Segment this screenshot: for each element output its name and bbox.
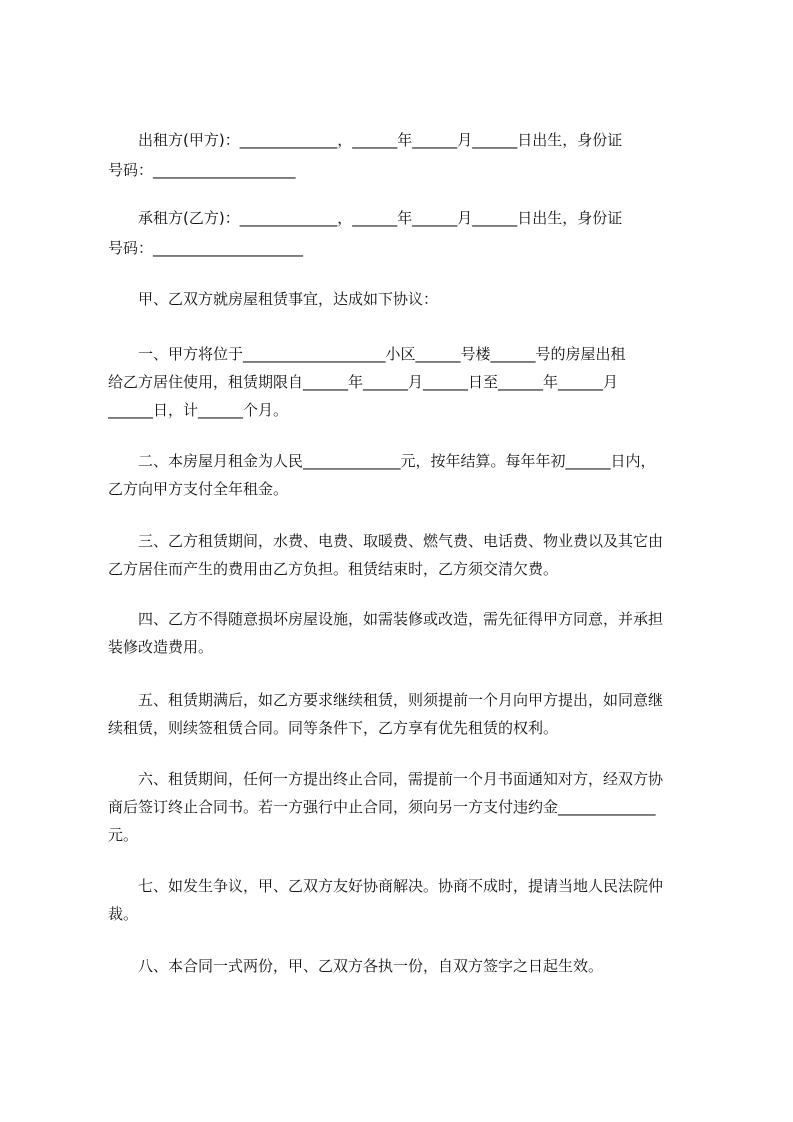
agreement-intro: 甲、乙双方就房屋租赁事宜，达成如下协议： — [138, 290, 439, 308]
clause-1-line-3: ______日，计______个月。 — [108, 401, 289, 419]
clause-7-line-2: 裁。 — [108, 905, 139, 923]
clause-1-line-1: 一、甲方将位于___________________小区______号楼______号的房屋出租 — [138, 345, 626, 363]
clause-3-line-1: 三、乙方租赁期间，水费、电费、取暖费、燃气费、电话费、物业费以及其它由 — [138, 532, 664, 550]
clause-4-line-1: 四、乙方不得随意损坏房屋设施，如需装修或改造，需先征得甲方同意，并承担 — [138, 610, 664, 628]
clause-6-line-2: 商后签订终止合同书。若一方强行中止合同，须向另一方支付违约金_____________ — [108, 798, 656, 816]
clause-6-line-1: 六、租赁期间，任何一方提出终止合同，需提前一个月书面通知对方，经双方协 — [138, 770, 664, 788]
clause-2-line-2: 乙方向甲方支付全年租金。 — [108, 480, 289, 498]
lessor-line-2: 号码：___________________ — [108, 161, 296, 179]
clause-8-line-1: 八、本合同一式两份，甲、乙双方各执一份，自双方签字之日起生效。 — [138, 957, 604, 975]
clause-3-line-2: 乙方居住而产生的费用由乙方负担。租赁结束时，乙方须交清欠费。 — [108, 560, 559, 578]
clause-4-line-2: 装修改造费用。 — [108, 638, 214, 656]
clause-5-line-2: 续租赁，则续签租赁合同。同等条件下，乙方享有优先租赁的权利。 — [108, 719, 559, 737]
clause-2-line-1: 二、本房屋月租金为人民_____________元，按年结算。每年年初______日内， — [138, 452, 656, 470]
clause-6-line-3: 元。 — [108, 826, 139, 844]
lessee-line-2: 号码：____________________ — [108, 239, 304, 257]
clause-1-line-2: 给乙方居住使用，租赁期限自______年______月______日至______年______月 — [108, 373, 619, 391]
clause-5-line-1: 五、租赁期满后，如乙方要求继续租赁，则须提前一个月向甲方提出，如同意继 — [138, 691, 664, 709]
clause-7-line-1: 七、如发生争议，甲、乙双方友好协商解决。协商不成时，提请当地人民法院仲 — [138, 877, 664, 895]
lessor-line-1: 出租方(甲方)：_____________，______年______月______日出生，身份证 — [138, 131, 623, 149]
lessee-line-1: 承租方(乙方)：_____________，______年______月______日出生，身份证 — [138, 209, 623, 227]
